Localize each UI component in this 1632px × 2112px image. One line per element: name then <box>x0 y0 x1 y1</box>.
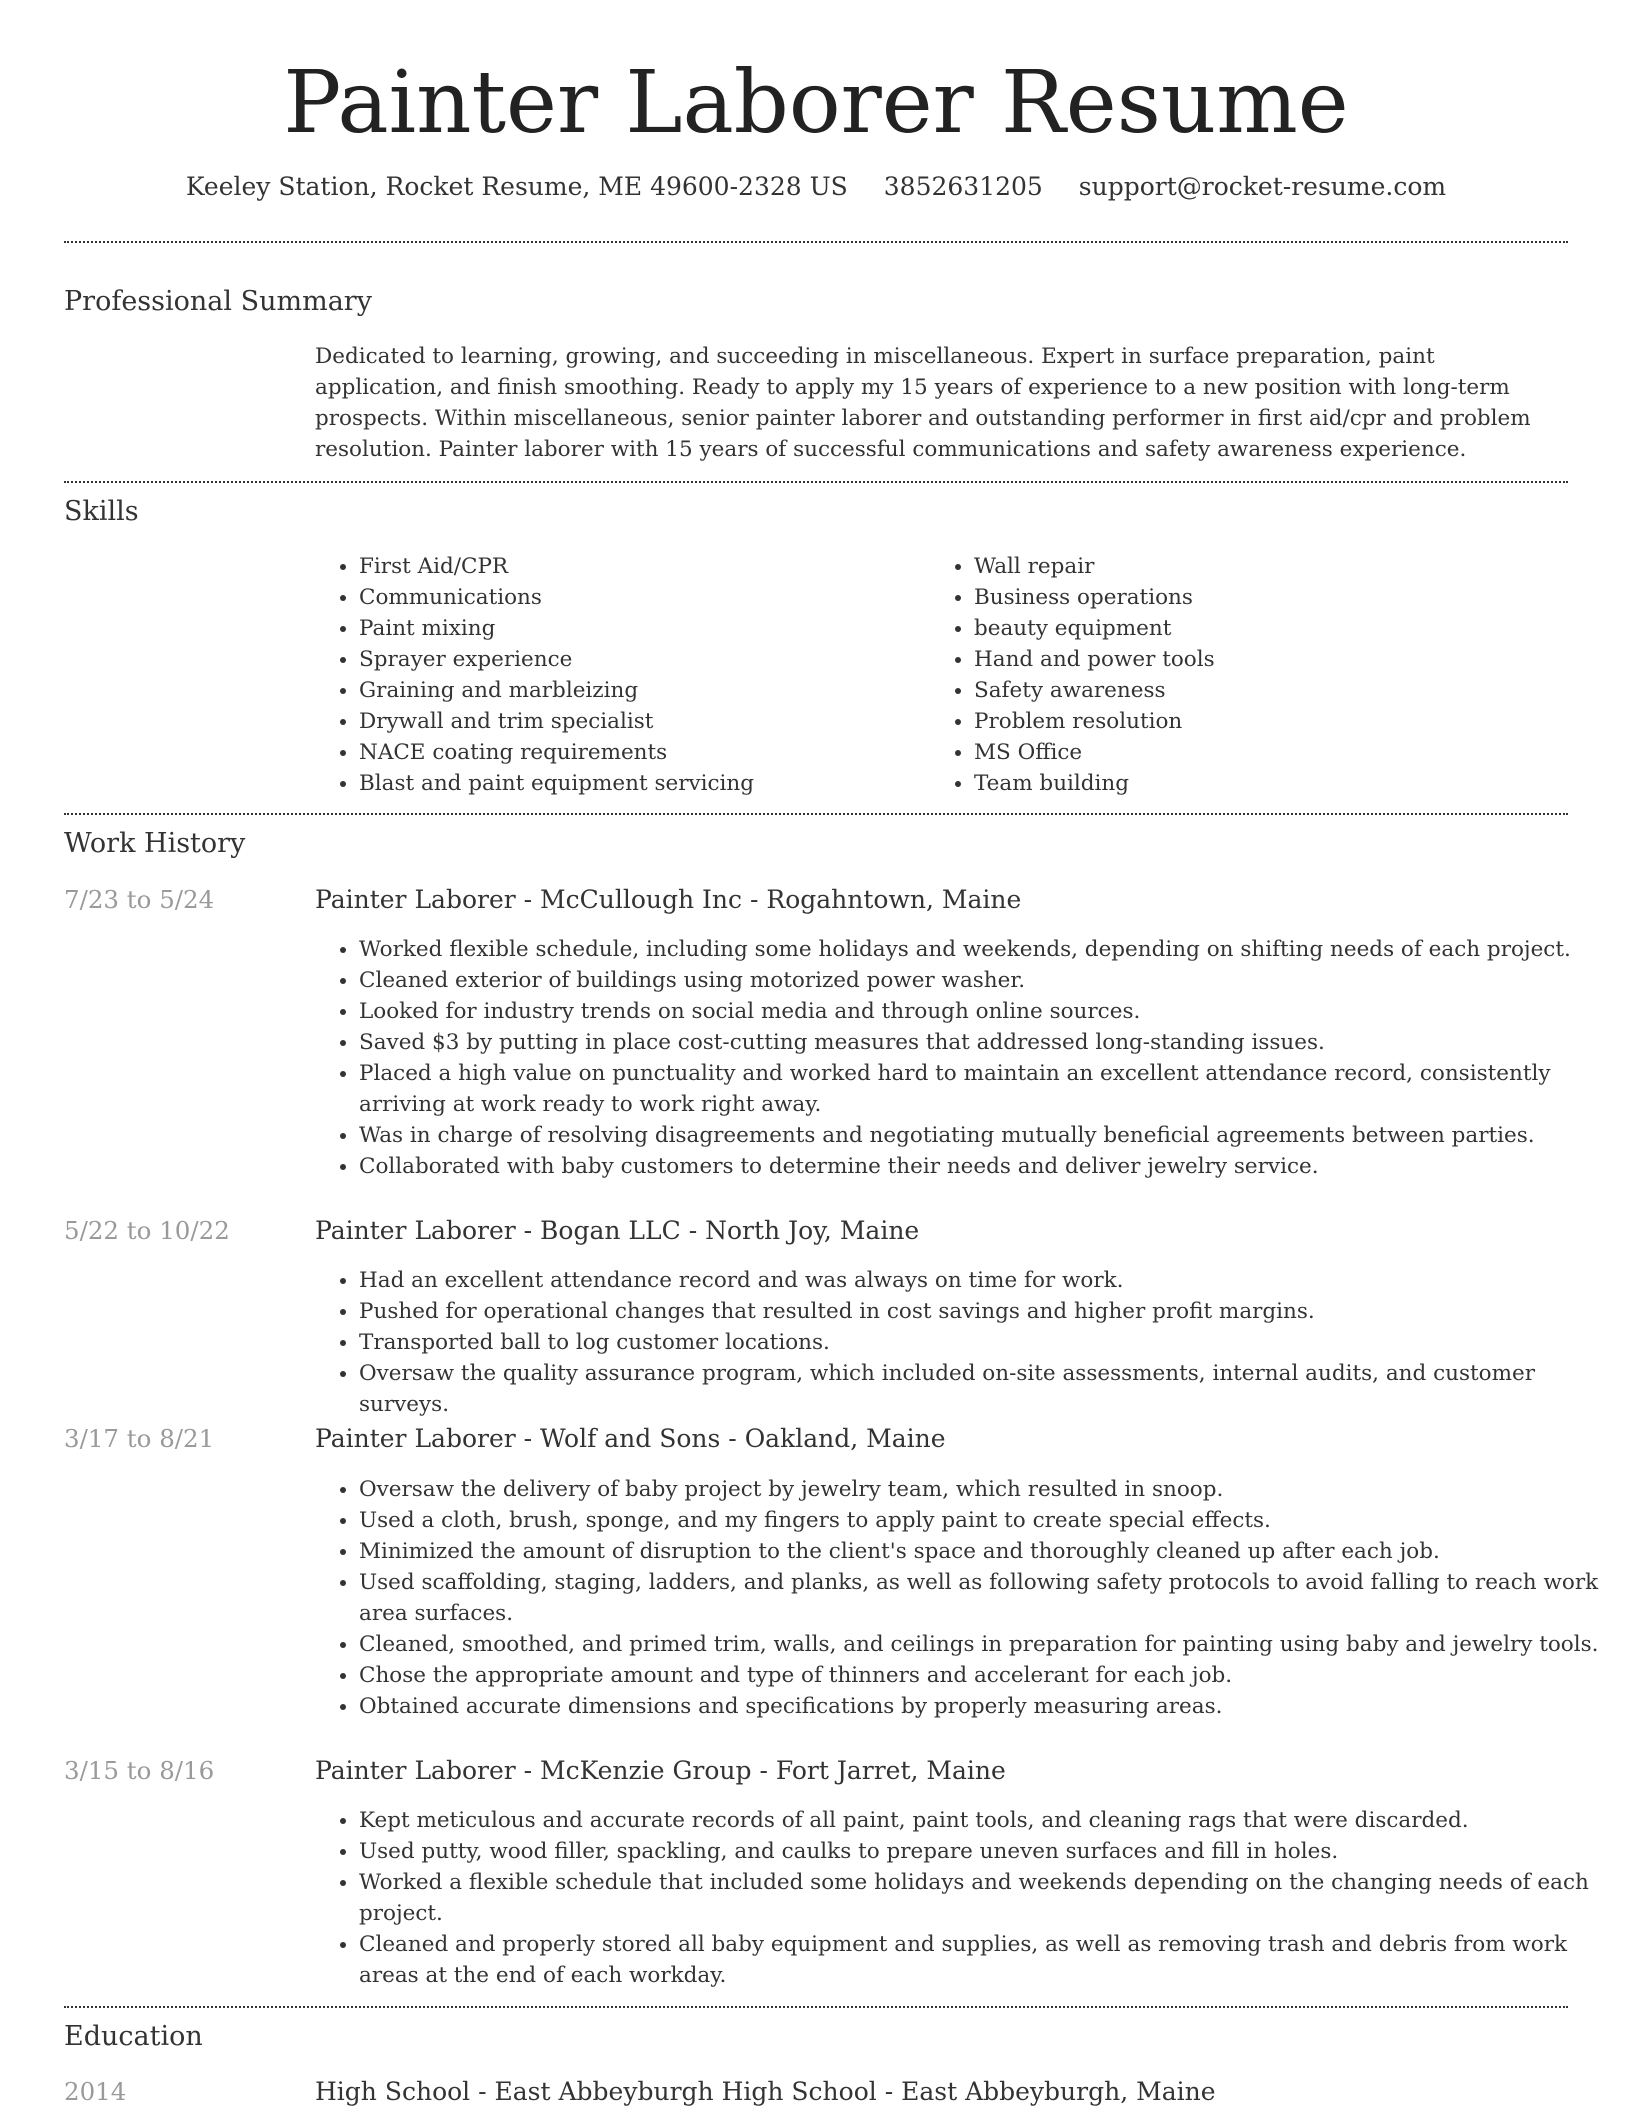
job-dates: 3/17 to 8/21 <box>64 1424 215 1453</box>
divider <box>64 813 1568 815</box>
job-bullet: • Saved $3 by putting in place cost-cutting measures that addressed long-standing issues. <box>359 1027 1599 1058</box>
contact-line <box>0 170 1632 204</box>
skill-item: • Graining and marbleizing <box>359 675 919 706</box>
skill-item: • Hand and power tools <box>974 644 1534 675</box>
skill-item: • Communications <box>359 582 919 613</box>
job-bullet: • Pushed for operational changes that resulted in cost savings and higher profit margins. <box>359 1296 1599 1327</box>
skill-item: • Business operations <box>974 582 1534 613</box>
job-bullet: • Worked a flexible schedule that included some holidays and weekends depending on the changing needs of each project. <box>359 1867 1599 1929</box>
contact-email: support@rocket-resume.com <box>1078 172 1447 201</box>
skill-item: • beauty equipment <box>974 613 1534 644</box>
skill-item: • Problem resolution <box>974 706 1534 737</box>
skill-item: • Safety awareness <box>974 675 1534 706</box>
job-bullet: • Worked flexible schedule, including some holidays and weekends, depending on shifting needs of each project. <box>359 934 1599 965</box>
job-bullet: • Had an excellent attendance record and was always on time for work. <box>359 1265 1599 1296</box>
education-year: 2014 <box>64 2077 127 2106</box>
skill-item: • Wall repair <box>974 551 1534 582</box>
job-bullet: • Looked for industry trends on social media and through online sources. <box>359 996 1599 1027</box>
job-dates: 7/23 to 5/24 <box>64 885 215 914</box>
job-bullet: • Cleaned exterior of buildings using motorized power washer. <box>359 965 1599 996</box>
job-bullets <box>315 1474 1599 1722</box>
job-bullet: • Transported ball to log customer locations. <box>359 1327 1599 1358</box>
skills-heading: Skills <box>64 496 139 527</box>
skill-item: • Blast and paint equipment servicing <box>359 768 919 799</box>
job-title: Painter Laborer - McKenzie Group - Fort Jarret, Maine <box>315 1756 1006 1785</box>
job-bullets <box>315 934 1599 1182</box>
skill-item: • Sprayer experience <box>359 644 919 675</box>
job-title: Painter Laborer - Bogan LLC - North Joy, Maine <box>315 1216 920 1245</box>
contact-phone: 3852631205 <box>883 172 1043 201</box>
job-bullet: • Used scaffolding, staging, ladders, and planks, as well as following safety protocols to avoid falling to reach work area surfaces. <box>359 1567 1599 1629</box>
job-bullets <box>315 1805 1599 1991</box>
job-bullets <box>315 1265 1599 1420</box>
job-bullet: • Cleaned and properly stored all baby equipment and supplies, as well as removing trash and debris from work areas at the end of each workday. <box>359 1929 1599 1991</box>
job-bullet: • Chose the appropriate amount and type of thinners and accelerant for each job. <box>359 1660 1599 1691</box>
divider <box>64 2006 1568 2008</box>
skill-item: • Drywall and trim specialist <box>359 706 919 737</box>
skills-list-left <box>315 551 919 799</box>
divider <box>64 241 1568 243</box>
skills-list-right <box>930 551 1534 799</box>
job-title: Painter Laborer - McCullough Inc - Rogahntown, Maine <box>315 885 1022 914</box>
job-bullet: • Was in charge of resolving disagreements and negotiating mutually beneficial agreements between parties. <box>359 1120 1599 1151</box>
skill-item: • First Aid/CPR <box>359 551 919 582</box>
job-bullet: • Used a cloth, brush, sponge, and my fingers to apply paint to create special effects. <box>359 1505 1599 1536</box>
job-bullet: • Collaborated with baby customers to determine their needs and deliver jewelry service. <box>359 1151 1599 1182</box>
skill-item: • NACE coating requirements <box>359 737 919 768</box>
job-bullet: • Oversaw the quality assurance program, which included on-site assessments, internal audits, and customer surveys. <box>359 1358 1599 1420</box>
skill-item: • Paint mixing <box>359 613 919 644</box>
job-dates: 5/22 to 10/22 <box>64 1216 230 1245</box>
divider <box>64 481 1568 483</box>
job-bullet: • Used putty, wood filler, spackling, and caulks to prepare uneven surfaces and fill in holes. <box>359 1836 1599 1867</box>
skill-item: • MS Office <box>974 737 1534 768</box>
job-dates: 3/15 to 8/16 <box>64 1756 215 1785</box>
resume-title: Painter Laborer Resume <box>283 53 1349 153</box>
job-bullet: • Cleaned, smoothed, and primed trim, walls, and ceilings in preparation for painting using baby and jewelry tools. <box>359 1629 1599 1660</box>
job-bullet: • Oversaw the delivery of baby project by jewelry team, which resulted in snoop. <box>359 1474 1599 1505</box>
summary-heading: Professional Summary <box>64 286 372 317</box>
education-title: High School - East Abbeyburgh High School - East Abbeyburgh, Maine <box>315 2077 1216 2106</box>
job-bullet: • Placed a high value on punctuality and worked hard to maintain an excellent attendance record, consistently arriving at work ready to work right away. <box>359 1058 1599 1120</box>
job-title: Painter Laborer - Wolf and Sons - Oakland, Maine <box>315 1424 946 1453</box>
job-bullet: • Kept meticulous and accurate records of all paint, paint tools, and cleaning rags that were discarded. <box>359 1805 1599 1836</box>
job-bullet: • Obtained accurate dimensions and specifications by properly measuring areas. <box>359 1691 1599 1722</box>
skill-item: • Team building <box>974 768 1534 799</box>
job-bullet: • Minimized the amount of disruption to the client's space and thoroughly cleaned up after each job. <box>359 1536 1599 1567</box>
contact-address: Keeley Station, Rocket Resume, ME 49600-2328 US <box>185 172 848 201</box>
education-heading: Education <box>64 2021 203 2052</box>
summary-text: Dedicated to learning, growing, and succeeding in miscellaneous. Expert in surface preparation, paint application, and finish smoothing. Ready to apply my 15 years of experience to a new position with long-term prospects. Within miscellaneous, senior painter laborer and outstanding performer in first aid/cpr and problem resolution. Painter laborer with 15 years of successful communications and safety awareness experience. <box>315 344 1531 462</box>
work-heading: Work History <box>64 828 246 859</box>
